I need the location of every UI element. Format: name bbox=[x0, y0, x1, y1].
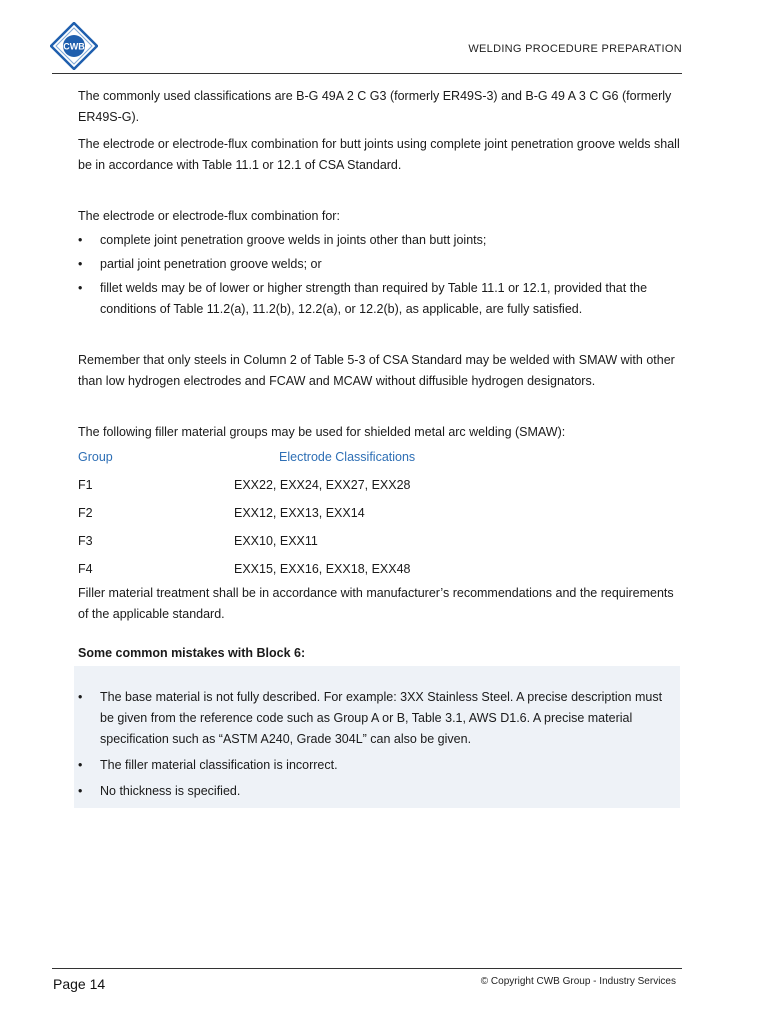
footer-divider bbox=[52, 968, 682, 969]
bullet-icon: • bbox=[78, 281, 83, 295]
paragraph-combination-for: The electrode or electrode-flux combination for: bbox=[78, 209, 340, 223]
header-title: WELDING PROCEDURE PREPARATION bbox=[468, 43, 682, 55]
copyright-notice: © Copyright CWB Group - Industry Services bbox=[480, 976, 676, 987]
table-header-row bbox=[78, 443, 682, 471]
combination-bullet-list bbox=[78, 230, 682, 320]
bullet-icon: • bbox=[78, 690, 83, 704]
mistakes-list bbox=[78, 684, 678, 802]
bullet-icon: • bbox=[78, 257, 83, 271]
table-row: F4 EXX15, EXX16, EXX18, EXX48 bbox=[78, 561, 411, 576]
bullet-icon: • bbox=[78, 758, 83, 772]
bullet-icon: • bbox=[78, 233, 83, 247]
mistakes-heading: Some common mistakes with Block 6: bbox=[78, 646, 306, 660]
list-item: • The filler material classification is incorrect. bbox=[78, 755, 678, 776]
paragraph-classifications: The commonly used classifications are B-G 49A 2 C G3 (formerly ER49S-3) and B-G 49 A 3 C G6 (formerly ER49S-G). bbox=[78, 89, 672, 124]
list-item: • No thickness is specified. bbox=[78, 781, 678, 802]
logo-text: CWB bbox=[63, 41, 85, 52]
list-item: • fillet welds may be of lower or higher strength than required by Table 11.1 or 12.1, provided that the conditions of Table 11.2(a), 11.2(b), 12.2(a), or 12.2(b), as applicable, are fully satisfied. bbox=[78, 278, 682, 320]
table-row: F1 EXX22, EXX24, EXX27, EXX28 bbox=[78, 477, 411, 492]
main-content bbox=[78, 86, 682, 664]
list-item: • complete joint penetration groove welds in joints other than butt joints; bbox=[78, 230, 682, 251]
cwb-logo bbox=[50, 22, 98, 70]
bullet-icon: • bbox=[78, 784, 83, 798]
column-header-group: Group bbox=[78, 449, 113, 464]
table-row: F3 EXX10, EXX11 bbox=[78, 533, 318, 548]
cwb-diamond-logo-icon bbox=[50, 22, 98, 70]
paragraph-remember: Remember that only steels in Column 2 of Table 5-3 of CSA Standard may be welded with SMAW with other than low hydrogen electrodes and FCAW and MCAW without diffusible hydrogen designators. bbox=[78, 353, 675, 388]
paragraph-butt-joints: The electrode or electrode-flux combination for butt joints using complete joint penetration groove welds shall be in accordance with Table 11.1 or 12.1 of CSA Standard. bbox=[78, 137, 680, 172]
column-header-electrode: Electrode Classifications bbox=[279, 449, 416, 464]
page-number: Page 14 bbox=[53, 976, 106, 992]
paragraph-filler-treatment: Filler material treatment shall be in accordance with manufacturer’s recommendations and the requirements of the applicable standard. bbox=[78, 586, 674, 621]
table-row: F2 EXX12, EXX13, EXX14 bbox=[78, 505, 365, 520]
list-item: • partial joint penetration groove welds; or bbox=[78, 254, 682, 275]
list-item: • The base material is not fully described. For example: 3XX Stainless Steel. A precise description must be given from the reference code such as Group A or B, Table 3.1, AWS D1.6. A precise material specification such as “ASTM A240, Grade 304L” can also be given. bbox=[78, 687, 678, 750]
header-divider bbox=[52, 73, 682, 74]
paragraph-filler-groups: The following filler material groups may be used for shielded metal arc welding (SMAW): bbox=[78, 425, 566, 439]
